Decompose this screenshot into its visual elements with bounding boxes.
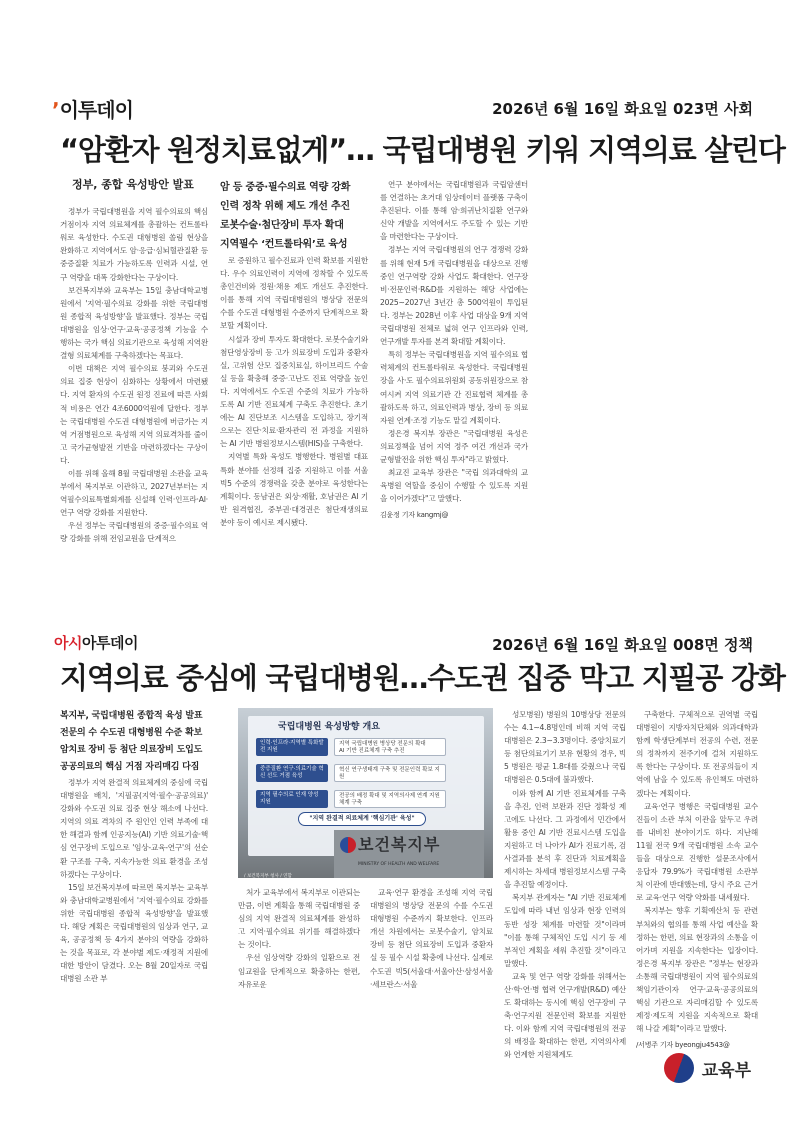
news-photo <box>238 708 493 878</box>
subheadline: 복지부, 국립대병원 종합적 육성 발표 전문의 수 수도권 대형병원 수준 확보 암치료 장비 등 첨단 의료장비 도입도 공공의료의 핵심 거점 자리매김 다짐 <box>60 711 203 772</box>
paragraph: 교육·연구 환경을 조성해 지역 국립대병원의 병상당 전문의 수를 수도권 대형병원 수준까지 확보한다. 인프라 개선 차원에서는 로봇수술기, 암치료 장비 등 첨단 의료장비 도입과 중환자실 등 필수 시설 확충에 나선다. 실제로 수도권 빅5(서울대·서울아산·삼성서울·세브란스·서울 <box>370 888 493 989</box>
byline: 김윤정 기자 kangmj@ <box>380 511 449 520</box>
subheadline: 암 등 중증·필수의료 역량 강화 인력 정착 위해 제도 개선 추진 로봇수술·첨단장비 투자 확대 지역필수 ‘컨트롤타워’로 육성 <box>220 182 351 250</box>
paragraph: 보건복지부와 교육부는 15일 충남대학교병원에서 '지역·필수의료 강화를 위한 국립대병원 종합적 육성방향'을 발표했다. 정부는 국립대병원을 임상·연구·교육·공공정책 기능을 수행하는 국가 핵심 의료기관으로 육성해 지역완결형 의료체계를 구축하겠다는 목표다. <box>60 285 208 361</box>
paragraph: 처가 교육부에서 복지부로 이관되는 만큼, 이번 계획을 통해 국립대병원 중심의 지역 완결적 의료체계를 완성하고 지역·필수의료 위기를 해결하겠다는 것이다. <box>238 888 360 950</box>
paragraph: 교육·연구 병행은 국립대병원 교수진들이 소관 부처 이관을 앞두고 우려를 내비친 분야이기도 하다. 지난해 11월 전국 9개 국립대병원 소속 교수들을 대상으로 진행한 설문조사에서 응답자 79.9%가 국립대병원 소관부처 이관에 반대했는데, 당시 주요 근거로 교육·연구 역량 약화를 내세웠다. <box>636 801 758 903</box>
column-1 <box>60 708 208 1048</box>
infographic-label: 지역 필수의료 인재 양성 지원 <box>256 790 328 808</box>
article-clip-1 <box>40 92 785 562</box>
column-3 <box>380 178 528 558</box>
paragraph: 구축한다. 구체적으로 권역별 국립대병원이 지방자치단체와 의과대학과 함께 학생단계부터 전공의 수련, 전문의 정착까지 전주기에 걸쳐 지원하도록 한다는 구상이다. 또 전공의들이 지역에 남을 수 있도록 유인책도 마련하겠다는 계획이다. <box>636 710 758 798</box>
paragraph: 시설과 장비 투자도 확대한다. 로봇수술기와 첨단영상장비 등 고가 의료장비 도입과 중환자실, 고위험 산모 집중치료실, 하이브리드 수술실 등을 확충해 중증·고난도 진료 역량을 높인다. 지역에서도 수도권 수준의 치료가 가능하도록 AI 기반 진료체계 구축도 추진한다. 초기에는 AI 진단보조 시스템을 도입하고, 장기적으로는 진단·치료·환자관리 전 과정을 지원하는 AI 기반 병원정보시스템(HIS)을 구축한다. <box>220 334 368 449</box>
headline: “암환자 원정치료없게”… 국립대병원 키워 지역의료 살린다 <box>60 133 785 167</box>
paragraph: 우선 임상역량 강화의 일환으로 전임교원을 단계적으로 확충하는 한편, 자유로운 <box>238 953 360 989</box>
headline: 지역의료 중심에 국립대병원…수도권 집중 막고 지필공 강화 <box>60 661 785 695</box>
infographic-goal: "지역 완결적 의료체계 '핵심기관' 육성" <box>298 812 426 826</box>
column-4 <box>504 708 626 1060</box>
paragraph: 로 증원하고 필수진료과 인력 확보를 지원한다. 우수 의료인력이 지역에 정착할 수 있도록 총인건비와 정원·채용 제도 개선도 추진한다. 이를 통해 지역 국립대병원의 병상당 전문의 수를 수도권 대형병원 수준까지 단계적으로 확보할 계획이다. <box>220 256 368 331</box>
newspaper-logo: 아시아투데이 <box>54 634 138 652</box>
dateline: 2026년 6월 16일 화요일 008면 정책 <box>492 636 753 654</box>
dateline: 2026년 6월 16일 화요일 023면 사회 <box>492 100 753 118</box>
paragraph: 특히 정부는 국립대병원을 지역 필수의료 협력체계의 컨트롤타워로 육성한다. 국립대병원장을 사·도 필수의료위원회 공동위원장으로 참여시켜 지역 의료기관 간 진료협력 체계를 총괄하도록 하고, 의료인력과 병상, 장비 등 의료자원 연계·조정 기능도 맡길 계획이다. <box>380 350 528 425</box>
paragraph: 우선 정부는 국립대병원의 중증·필수의료 역량 강화를 위해 전임교원을 단계적으 <box>60 521 208 544</box>
paragraph: 이와 함께 AI 기반 진료체계를 구축을 추진, 인력 보완과 진단 정확성 제고에도 나선다. 그 과정에서 민간에서 활용 중인 AI 기반 진료시스템 도입을 지원하고 더 나아가 AI가 진료기록, 검사결과를 분석 후 진단과 치료계획을 제시하는 차세대 병원정보시스템 구축을 추진할 예정이다. <box>504 788 626 890</box>
infographic-label: 중증질환 연구·의료기술 혁신 선도 거점 육성 <box>256 764 328 782</box>
column-3 <box>370 886 493 1046</box>
paragraph: 최교진 교육부 장관은 "국립 의과대학의 교육병원 역할을 중심이 수행할 수 있도록 지원을 이어가겠다"고 말했다. <box>380 468 528 504</box>
paragraph: 이번 대책은 지역 필수의료 붕괴와 수도권 의료 집중 현상이 심화하는 상황에서 마련됐다. 지역 환자의 수도권 원정 진료에 따른 사회적 비용은 연간 4조6000억원에 달한다. 정부는 국립대병원 수도권 대형병원에 버금가는 지역 거점병원으로 육성해 지역 의료격차를 줄이고 국가균형발전 기반을 마련하겠다는 구상이다. <box>60 364 208 465</box>
infographic-title: 국립대병원 육성방향 개요 <box>278 722 380 732</box>
sign-text: 보건복지부 <box>358 835 441 854</box>
paragraph: 이를 위해 올해 8월 국립대병원 소관을 교육부에서 복지부로 이관하고, 2027년부터는 지역필수의료특별회계를 신설해 인력·인프라·AI·연구 역량 강화를 지원한다. <box>60 468 208 518</box>
column-1 <box>60 178 208 558</box>
ministry-name: 교육부 <box>701 1060 751 1081</box>
paragraph: 정부는 지역 국립대병원의 연구 경쟁력 강화를 위해 현재 5개 국립대병원을 대상으로 진행 중인 연구역량 강화 사업도 확대한다. 연구장비·전문인력·R&D를 지원하는 해당 사업에는 2025~2027년 3년간 총 500억원이 투입된다. 정부는 2028년 이후 사업 대상을 9개 지역 국립대병원 전체로 넓혀 연구 인프라와 인력, 연구개발 투자를 본격 확대할 계획이다. <box>380 245 528 347</box>
column-1-text <box>60 205 208 545</box>
lead-title: 정부, 종합 육성방안 발표 <box>72 178 194 191</box>
paragraph: 성모병원) 병원의 10병상당 전문의 수는 4.1~4.8명인데 비해 지역 국립대병원은 2.3~3.3명이다. 중앙치료기 등 첨단의료기기 보유 현황의 경우, 빅5 병원은 평균 1.8대를 갖췄으나 국립대병원은 0.5대에 불과했다. <box>504 710 626 785</box>
article-clip-2 <box>40 628 785 1060</box>
paragraph: 복지부 관계자는 "AI 기반 진료체계 도입에 따라 내년 임상과 현장 인력의 동반 성장 체계를 마련할 것"이라며 "이를 통해 구체적인 도입 시기 등 세부적인 계획을 세워 추진할 것"이라고 말했다. <box>504 893 626 968</box>
paragraph: 복지부는 향후 기획예산처 등 관련 부처와의 협의를 통해 사업 예산을 확정하는 한편, 의료 현장과의 소통을 이어가며 지원을 지속한다는 입장이다. 정은경 복지부 장관은 "정부는 현장과 소통해 국립대병원이 지역 필수의료의 책임기관이자 연구·교육·공공의료의 핵심 기관으로 자리매김할 수 있도록 제정·제도적 지원을 지속적으로 확대해 나갈 계획"이라고 말했다. <box>636 906 758 1034</box>
infographic-item: 지역 국립대병원 병상당 전문의 확대 AI 기반 진료체계 구축 추진 <box>334 738 446 756</box>
taegeuk-emblem-icon <box>664 1053 694 1083</box>
paragraph: 연구 분야에서는 국립대병원과 국립암센터를 연결하는 초거대 임상데이터 플랫폼 구축이 추진된다. 이를 통해 암·희귀난치질환 연구와 신약 개발을 지역에서도 주도할 수 있는 기반을 마련한다는 구상이다. <box>380 180 528 242</box>
paragraph: 교육 및 연구 역량 강화를 위해서는 산·학·연·병 협력 연구개발(R&D) 예산도 확대하는 동시에 핵심 연구장비 구축·연구지원 전문인력 확보를 지원한다. 이와 함께 지역 국립대병원의 전공의 배정을 확대하는 한편, 지역의사제와 연계한 지원체계도 <box>504 971 626 1060</box>
paragraph: 지역별 특화 육성도 병행한다. 병원별 대표 특화 분야를 선정해 집중 지원하고 이를 서울 빅5 수준의 경쟁력을 갖춘 분야로 육성한다는 계획이다. 동남권은 외상·재활, 호남권은 AI 기반 원격협진, 중부권·대경권은 첨단재생의료 분야 등이 예시로 제시됐다. <box>220 452 368 527</box>
byline: /서병주 기자 byeongju4543@ <box>636 1041 730 1050</box>
column-5 <box>636 708 758 1048</box>
sign-subtext: MINISTRY OF HEALTH AND WELFARE <box>358 862 440 867</box>
infographic-label: 인력·인프라·지역별 특화발전 지원 <box>256 738 328 756</box>
paragraph: 15일 보건복지부에 따르면 복지부는 교육부와 충남대학교병원에서 '지역·필수의료 강화를 위한 국립대병원 종합적 육성방향'을 발표했다. 해당 계획은 국립대병원의 임상과 연구, 교육, 공공정책 등 4가지 분야의 역량을 강화하는 것을 목표로, 각 분야별 제도·재정적 지원에 대한 방안이 담겼다. 오는 8월 20일자로 국립대병원 소관 부 <box>60 882 208 984</box>
column-2 <box>220 178 368 558</box>
infographic-item: 혁신 연구생태계 구축 및 전문인력 확보 지원 <box>334 764 446 782</box>
masthead <box>40 628 753 658</box>
ministry-logo <box>664 1052 751 1084</box>
paragraph: 정부가 지역 완결적 의료체계의 중심에 국립대병원을 배치, '지필공(지역·필수·공공의료)' 강화와 수도권 의료 집중 현상 해소에 나선다. 지역의 의료 격차의 주 원인인 인력 부족에 대한 해결과 함께 인공지능(AI) 기반 의료기술·핵심 연구장비 도입으로 '임상-교육-연구'의 선순환 구조를 구축, 지속가능한 의료 환경을 조성하겠다는 구상이다. <box>60 778 208 879</box>
paragraph: 정은경 복지부 장관은 "국립대병원 육성은 의료정책을 넘어 지역 정주 여건 개선과 국가균형발전을 위한 핵심 투자"라고 밝혔다. <box>380 428 528 464</box>
photo-caption: / 보건복지부 청사 / 연합 <box>244 874 292 879</box>
column-2 <box>238 886 360 1046</box>
infographic-item: 전공의 배정 확대 및 지역의사제 연계 지원체계 구축 <box>334 790 446 808</box>
newspaper-logo: ʼ이투데이 <box>52 98 133 122</box>
masthead <box>40 92 753 122</box>
government-emblem-icon <box>340 837 356 853</box>
paragraph: 정부가 국립대병원을 지역 필수의료의 핵심 거점이자 지역 의료체계를 총괄하는 컨트롤타워로 육성한다. 수도권 대형병원 쏠림 현상을 완화하고 지역에서도 암·응급·심뇌혈관질환 등 중증질환 치료가 가능하도록 인력과 시설, 연구 역량을 대폭 강화한다는 구상이다. <box>60 207 208 282</box>
